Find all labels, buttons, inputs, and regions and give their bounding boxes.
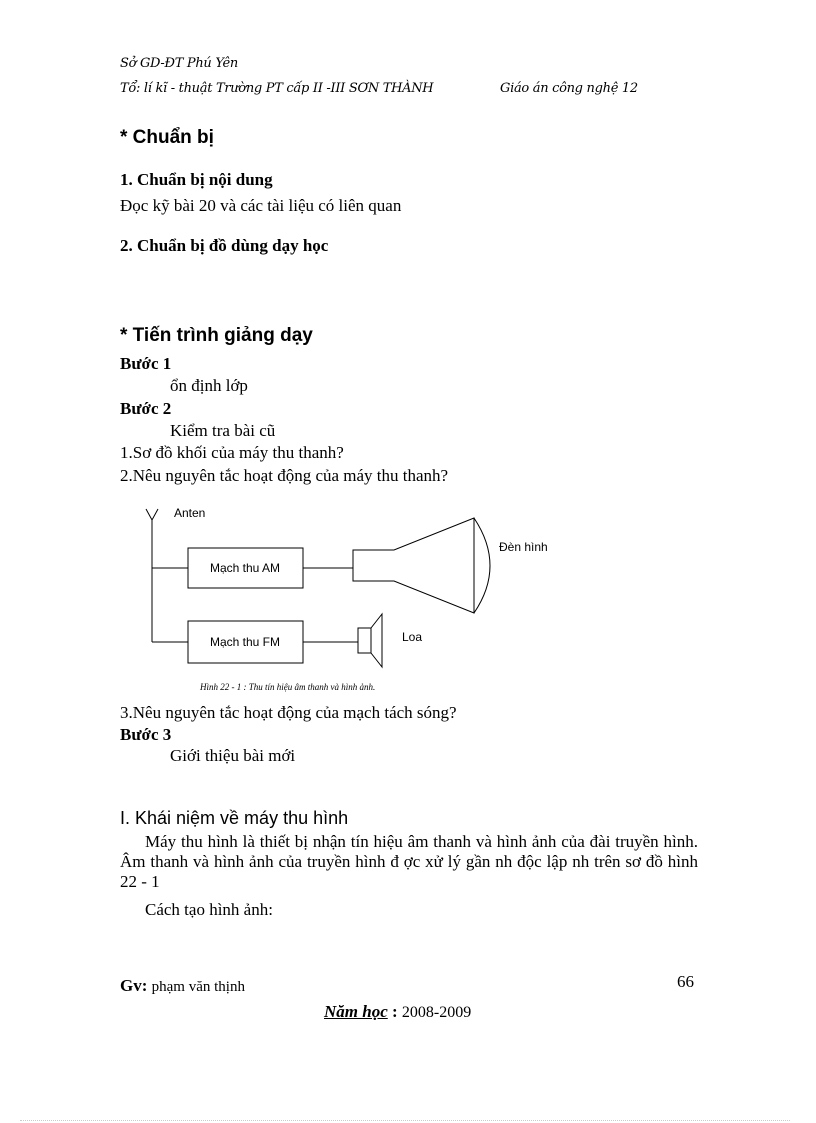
question-1: 1.Sơ đồ khối của máy thu thanh? — [120, 443, 344, 462]
speaker-magnet — [358, 628, 371, 653]
section-concept-title: I. Khái niệm về máy thu hình — [120, 808, 349, 828]
page-number: 66 — [677, 972, 694, 991]
fm-block-label: Mạch thu FM — [209, 635, 281, 649]
prep-materials-title: 2. Chuẩn bị đồ dùng dạy học — [120, 236, 329, 255]
year-separator: : — [392, 1002, 398, 1021]
teacher-name: phạm văn thịnh — [151, 979, 245, 995]
antenna-icon — [146, 509, 158, 520]
question-2: 2.Nêu nguyên tắc hoạt động của máy thu thanh? — [120, 466, 449, 485]
prep-content-text: Đọc kỹ bài 20 và các tài liệu có liên quan — [120, 196, 402, 215]
speaker-label: Loa — [402, 630, 423, 644]
antenna-label: Anten — [174, 506, 206, 520]
crt-label: Đèn hình — [499, 540, 548, 554]
page-bottom-border — [20, 1120, 790, 1121]
step1-text: ổn định lớp — [170, 376, 248, 395]
header-department: Sở GD-ĐT Phú Yên — [120, 56, 238, 71]
crt-icon — [353, 518, 474, 613]
am-block-label: Mạch thu AM — [209, 561, 281, 575]
header-school: Tổ: lí kĩ - thuật Trường PT cấp II -III SƠN THÀNH — [120, 81, 434, 96]
crt-screen-curve — [474, 518, 490, 613]
figure-caption: Hình 22 - 1 : Thu tín hiệu âm thanh và hình ảnh. — [200, 682, 376, 692]
teacher-label: Gv: — [120, 976, 148, 995]
step3-title: Bước 3 — [120, 725, 172, 744]
section-prep-title: * Chuẩn bị — [120, 127, 214, 148]
concept-paragraph: Máy thu hình là thiết bị nhận tín hiệu âm thanh và hình ảnh của đài truyền hình. Âm thanh và hình ảnh của truyền hình đ ợc xử lý gần nh độc lập nh trên sơ đồ hình 22 - 1 — [120, 832, 698, 891]
step2-title: Bước 2 — [120, 399, 172, 418]
year-label: Năm học — [324, 1002, 388, 1021]
step1-title: Bước 1 — [120, 354, 172, 373]
school-year — [324, 1002, 471, 1022]
header-subject: Giáo án công nghệ 12 — [500, 81, 638, 96]
year-value: 2008-2009 — [401, 1004, 472, 1021]
concept-image-heading: Cách tạo hình ảnh: — [145, 900, 273, 919]
question-3: 3.Nêu nguyên tắc hoạt động của mạch tách sóng? — [120, 703, 457, 722]
teacher-line — [120, 976, 245, 996]
speaker-cone — [371, 614, 382, 667]
section-process-title: * Tiến trình giảng dạy — [120, 325, 313, 346]
step2-text: Kiểm tra bài cũ — [170, 421, 276, 440]
step3-text: Giới thiệu bài mới — [170, 746, 296, 765]
prep-content-title: 1. Chuẩn bị nội dung — [120, 170, 273, 189]
